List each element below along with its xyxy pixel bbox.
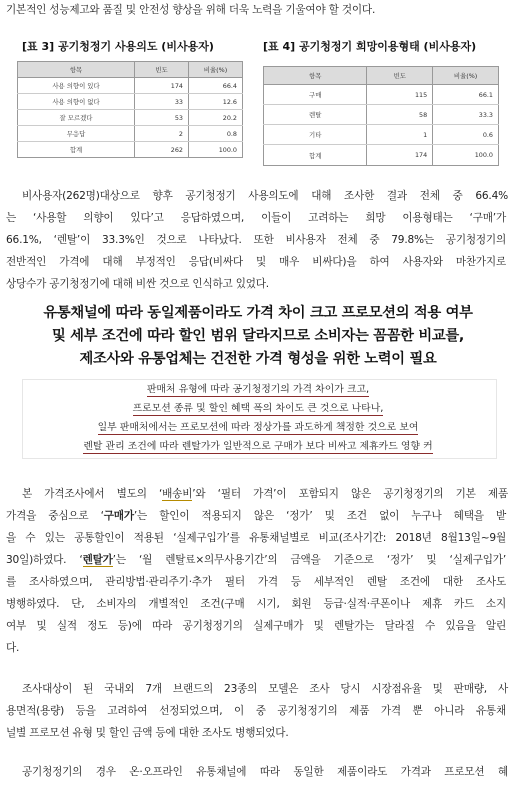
summary-text: 프로모션 종류 및 할인 혜택 폭의 차이도 큰 것으로 나타나, — [132, 403, 384, 414]
column-header: 항목 — [264, 67, 367, 85]
table-cell: 렌탈 — [264, 105, 367, 125]
table-header-row — [264, 67, 499, 85]
table-row — [18, 110, 243, 126]
table-cell: 0.6 — [433, 125, 499, 145]
table-cell: 기타 — [264, 125, 367, 145]
table-cell: 무응답 — [18, 126, 135, 142]
table-cell: 58 — [367, 105, 433, 125]
table-cell: 사용 의향이 있다 — [18, 78, 135, 94]
summary-text: 렌탈 관리 조건에 따라 렌탈가가 일반적으로 구매가 보다 비싸고 제휴카드 영향 커 — [83, 441, 433, 452]
paragraph-line: 가격을 중심으로 ‘구매가’는 할인이 적용되지 않은 ‘정가’ 및 조건 없이 누구나 혜택을 받 — [6, 510, 506, 522]
table-cell: 53 — [135, 110, 189, 126]
table-header-row — [18, 62, 243, 78]
paragraph-line: 을 수 있는 공통할인이 적용된 ‘실제구입가’를 유통채널별로 비교(조사기간: 2018년 8월13일~9월 — [6, 532, 506, 544]
column-header: 항목 — [18, 62, 135, 78]
table-row — [264, 125, 499, 145]
paragraph-line: 66.1%, ‘렌탈’이 33.3%인 것으로 나타났다. 또한 비사용자 전체 중 79.8%는 공기청정기의 — [6, 234, 506, 246]
table-cell: 262 — [135, 142, 189, 158]
table-cell: 합계 — [264, 145, 367, 166]
table-cell: 합계 — [18, 142, 135, 158]
table-total-row — [18, 142, 243, 158]
table-cell: 66.4 — [189, 78, 243, 94]
table-row — [18, 126, 243, 142]
table-cell: 구매 — [264, 85, 367, 105]
summary-line — [0, 440, 516, 453]
table-cell: 2 — [135, 126, 189, 142]
highlight-rental-price: 렌탈가 — [82, 554, 113, 566]
heading-line: 및 세부 조건에 따라 할인 범위 달라지므로 소비자는 꼼꼼한 비교를, — [51, 328, 465, 344]
paragraph-line: 다. — [6, 642, 20, 654]
table-row — [18, 94, 243, 110]
table-row — [18, 78, 243, 94]
column-header: 빈도 — [135, 62, 189, 78]
paragraph-line: 비사용자(262명)대상으로 향후 공기청정기 사용의도에 대해 조사한 결과 전체 중 66.4% — [22, 190, 508, 202]
table-cell: 잘 모르겠다 — [18, 110, 135, 126]
table-cell: 20.2 — [189, 110, 243, 126]
column-header: 빈도 — [367, 67, 433, 85]
table3-caption: [표 3] 공기청정기 사용의도 (비사용자) — [22, 40, 214, 53]
table-cell: 100.0 — [189, 142, 243, 158]
table-cell: 33.3 — [433, 105, 499, 125]
table4 — [263, 66, 499, 166]
column-header: 비율(%) — [189, 62, 243, 78]
highlight-shipping: 배송비 — [162, 488, 193, 500]
table-cell: 0.8 — [189, 126, 243, 142]
table4-caption: [표 4] 공기청정기 희망이용형태 (비사용자) — [263, 40, 477, 53]
table-cell: 174 — [367, 145, 433, 166]
table-cell: 100.0 — [433, 145, 499, 166]
heading-line: 제조사와 유통업체는 건전한 가격 형성을 위한 노력이 필요 — [79, 351, 437, 367]
table-cell: 사용 의향이 없다 — [18, 94, 135, 110]
paragraph-line: 병행하였다. 단, 소비자의 개별적인 조건(구매 시기, 회원 등급·실적·쿠폰이나 제휴 카드 소지 — [6, 598, 506, 610]
paragraph-line: 여부 및 실적 정도 등)에 따라 공기청정기의 실제구매가 및 렌탈가는 달라질 수 있음을 알린 — [6, 620, 506, 632]
highlight-purchase-price: 구매가 — [103, 510, 134, 522]
table-cell: 33 — [135, 94, 189, 110]
table-cell: 1 — [367, 125, 433, 145]
paragraph-line: 조사대상이 된 국내외 7개 브랜드의 23종의 모델은 조사 당시 시장점유율 및 판매량, 사 — [22, 683, 508, 695]
paragraph-line: 30일)하였다. ‘렌탈가’는 ‘월 렌탈료×의무사용기간’의 금액을 기준으로 ‘정가’ 및 ‘실제구입가’ — [6, 554, 506, 566]
table-cell: 174 — [135, 78, 189, 94]
summary-text: 판매처 유형에 따라 공기청정기의 가격 차이가 크고, — [146, 384, 370, 395]
paragraph-line: 전반적인 가격에 대해 부정적인 응답(비싸다 및 매우 비싸다)을 하여 사용자와 마찬가지로 — [6, 256, 506, 268]
table-cell: 66.1 — [433, 85, 499, 105]
paragraph-line: 널별 프로모션 유형 및 할인 금액 등에 대한 조사도 병행되었다. — [6, 727, 289, 739]
table-total-row — [264, 145, 499, 166]
paragraph-line: 본 가격조사에서 별도의 ‘배송비’와 ‘필터 가격’이 포함되지 않은 공기청정기의 기본 제품 — [22, 488, 508, 500]
paragraph-line: 상당수가 공기청정기에 대해 비싼 것으로 인식하고 있었다. — [6, 278, 269, 290]
paragraph-line: 를 조사하였으며, 관리방법·관리주기·추가 필터 가격 등 세부적인 렌탈 조건에 대한 조사도 — [6, 576, 506, 588]
column-header: 비율(%) — [433, 67, 499, 85]
table-row — [264, 85, 499, 105]
summary-text: 일부 판매처에서는 프로모션에 따라 정상가를 과도하게 책정한 것으로 보여 — [97, 422, 419, 433]
table-cell: 115 — [367, 85, 433, 105]
table-row — [264, 105, 499, 125]
summary-line — [0, 421, 516, 434]
paragraph-line: 는 ‘사용할 의향이 있다’고 응답하였으며, 이들이 고려하는 희망 이용형태는 ‘구매’가 — [6, 212, 506, 224]
heading-line: 유통채널에 따라 동일제품이라도 가격 차이 크고 프로모션의 적용 여부 — [43, 305, 473, 321]
table3 — [17, 61, 243, 158]
summary-line — [0, 383, 516, 396]
intro-line: 기본적인 성능제고와 품질 및 안전성 향상을 위해 더욱 노력을 기울여야 할 것이다. — [6, 4, 376, 16]
summary-line — [0, 402, 516, 415]
table-cell: 12.6 — [189, 94, 243, 110]
paragraph-channel-price: 공기청정기의 경우 온·오프라인 유통채널에 따라 동일한 제품이라도 가격과 프로모션 혜 — [22, 766, 508, 778]
paragraph-line: 용면적(용량) 등을 고려하여 선정되었으며, 이 중 공기청정기의 제품 가격 뿐 아니라 유통채 — [6, 705, 506, 717]
